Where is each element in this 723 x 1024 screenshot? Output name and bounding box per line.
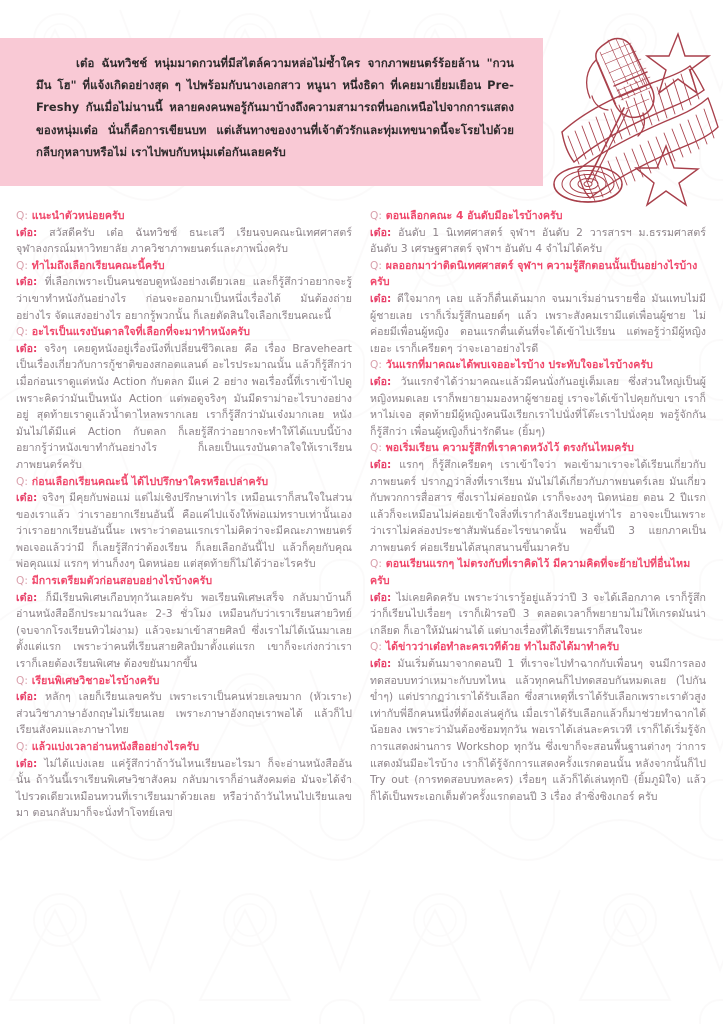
speaker-label: เต๋อ: (370, 458, 392, 471)
intro-paragraph: เต๋อ ฉันทวิชช์ หนุ่มมาดกวนที่มีสไตล์ความหล่อไม่ซ้ำใคร จากภาพยนตร์ร้อยล้าน "กวน มึน โฮ" ที่แจ้งเกิดอย่างสุด ๆ ไปพร้อมกับนางเอกสาว หนูนา หนึ่งธิดา ที่เคยมาเยี่ยมเยือน Pre-Freshy กันเมื่อไม่นานนี้ หลายคงคนพอรู้กันมาบ้างถึงความสามารถที่นอกเหนือไปจากการแสดงของหนุ่มเต๋อ นั่นก็คือการเขียนบท แต่เส้นทางของงานที่เจ้าตัวรักและทุ่มเทขนาดนี้จะโรยไปด้วยกลีบกุหลาบหรือไม่ เราไปพบกับหนุ่มเต๋อกันเลยครับ (36, 56, 514, 159)
answer-text (16, 590, 352, 673)
q-marker: Q: (370, 442, 383, 455)
question-body: แล้วแบ่งเวลาอ่านหนังสืออย่างไรครับ (31, 741, 200, 753)
qa-item (16, 673, 352, 739)
question-body: ทำไมถึงเลือกเรียนคณะนี้ครับ (31, 259, 165, 272)
speaker-label: เต๋อ: (16, 492, 38, 505)
q-marker: Q: (16, 326, 29, 339)
speaker-label: เต๋อ: (16, 226, 38, 239)
qa-item (16, 474, 352, 574)
speaker-label: เต๋อ: (16, 691, 38, 704)
question-body: พอเริ่มเรียน ความรู้สึกที่เราคาดหวังไว้ ตรงกันไหมครับ (385, 442, 634, 455)
left-column (16, 208, 352, 1020)
interview-columns (0, 208, 723, 1020)
answer-body: จริงๆ เคยดูหนังอยู่เรื่องนึงที่เปลี่ยนชีวิตเลย คือ เรื่อง Braveheart เป็นเรื่องเกี่ยวกับการกู้ชาติของสกอตแลนด์ อะไรประมาณนั้น แล้วก็รู้สึกว่าเมื่อก่อนเราดูแต่หนัง Action กับตลก มีแค่ 2 อย่าง พอเรื่องนี้ที่เราเข้าไปดูเพราะคิดว่ามันเป็นหนัง Action แต่พอดูจริงๆ มันมีดราม่าอะไรบางอย่างอยู่ สุดท้ายเราดูแล้วน้ำตาไหลพรากเลย เราก็รู้สึกว่ามันเจ๋งมากเลย หนังมันไม่ได้มีแค่ Action กับตลก ก็เลยรู้สึกว่าอยากจะทำให้ได้แบบนี้บ้าง อยากรู้ว่าหนังเขาทำกันอย่างไร ก็เลยเป็นแรงบันดาลใจให้เราเรียนภาพยนตร์ครับ (16, 342, 352, 471)
q-marker: Q: (16, 259, 29, 272)
speaker-label: เต๋อ: (370, 226, 392, 239)
answer-body: ไม่เคยคิดครับ เพราะว่าเรารู้อยู่แล้วว่าปี 3 จะได้เลือกภาค เราก็รู้สึกว่าก็เรียนไปเรื่อยๆ เราก็เฝ้ารอปี 3 ตลอดเวลาก็พยายามไม่ให้เกรดมันน่าเกลียด ก็เอาให้มันผ่านได้ แต่บางเรื่องที่ได้เรียนเราก็สนใจนะ (370, 591, 706, 637)
speaker-label: เต๋อ: (16, 591, 38, 604)
qa-item (370, 357, 706, 440)
speaker-label: เต๋อ: (370, 658, 392, 671)
answer-text (370, 225, 706, 258)
question-text (370, 208, 706, 225)
answer-body: วันแรกจำได้ว่ามาคณะแล้วมีคนนั่งกันอยู่เต็มเลย ซึ่งส่วนใหญ่เป็นผู้หญิงหมดเลย เราก็พยายามมองหาผู้ชายอยู่ เราจะได้เข้าไปคุยกับเขา เราก็หาไม่เจอ สุดท้ายมีผู้หญิงคนนึงเรียกเราไปนั่งที่โต๊ะเราไปนั่งคุย พอรู้จักกัน ก็รู้สึกว่า เพื่อนผู้หญิงก็น่ารักดีนะ (ยิ้มๆ) (370, 375, 706, 438)
qa-item (16, 208, 352, 258)
answer-text (370, 374, 706, 440)
speaker-label: เต๋อ: (16, 276, 38, 289)
answer-text (370, 291, 706, 357)
question-body: วันแรกที่มาคณะได้พบเจออะไรบ้าง ประทับใจอะไรบ้างครับ (385, 359, 653, 372)
qa-item (16, 258, 352, 324)
qa-item (370, 440, 706, 556)
question-text (370, 357, 706, 374)
q-marker: Q: (16, 741, 29, 753)
question-body: ตอนเรียนแรกๆ ไม่ตรงกับที่เราคิดไว้ มีความคิดที่จะย้ายไปที่อื่นไหมครับ (370, 558, 691, 588)
question-text (16, 474, 352, 491)
qa-item (16, 739, 352, 822)
qa-item (370, 639, 706, 805)
question-text (16, 258, 352, 275)
speaker-label: เต๋อ: (370, 375, 392, 388)
speaker-label: เต๋อ: (370, 292, 392, 305)
question-text (16, 673, 352, 690)
answer-body: จริงๆ มีคุยกับพ่อแม่ แต่ไม่เชิงปรึกษาเท่าไร เหมือนเราก็สนใจในส่วนของเราแล้ว ว่าเราอยากเรียนอันนี้ คือแค่ไปแจ้งให้พ่อแม่ทราบเท่านั้นเองว่าเราอยากเรียนอันนี้นะ เพราะว่าตอนแรกเราไม่คิดว่าจะมีคณะภาพยนตร์ พอเจอแล้วว่ามี ก็เลยรู้สึกว่าต้องเรียน ก็เลยเลือกอันนี้ไป แล้วก็คุยกับคุณพ่อคุณแม่ แรกๆ ท่านก็งงๆ นิดหน่อย แต่สุดท้ายก็ไม่ได้ว่าอะไรครับ (16, 492, 353, 571)
answer-body: สวัสดีครับ เต๋อ ฉันทวิชช์ ธนะเสวี เรียนจบคณะนิเทศศาสตร์ จุฬาลงกรณ์มหาวิทยาลัย ภาควิชาภาพยนตร์และภาพนิ่งครับ (16, 226, 353, 256)
question-text (370, 556, 706, 589)
question-text (16, 739, 352, 756)
qa-item (370, 556, 706, 639)
q-marker: Q: (16, 475, 29, 488)
question-body: ผลออกมาว่าติดนิเทศศาสตร์ จุฬาฯ ความรู้สึกตอนนั้นเป็นอย่างไรบ้างครับ (370, 259, 698, 289)
qa-item (370, 258, 706, 358)
speaker-label: เต๋อ: (16, 342, 38, 355)
answer-text (16, 490, 352, 573)
question-text (16, 573, 352, 590)
answer-text (16, 689, 352, 739)
vintage-microphone-icon (548, 12, 720, 217)
qa-item (370, 208, 706, 258)
q-marker: Q: (16, 210, 29, 222)
question-text (16, 324, 352, 341)
question-body: เรียนพิเศษวิชาอะไรบ้างครับ (31, 674, 160, 687)
answer-body: หลักๆ เลยก็เรียนเลขครับ เพราะเราเป็นคนห่วยเลขมาก (หัวเราะ) ส่วนวิชาภาษาอังกฤษไม่เรียนเลย เพราะภาษาอังกฤษเราพอได้ แล้วก็ไปเรียนสังคมและภาษาไทย (16, 691, 352, 737)
intro-band (0, 38, 543, 186)
question-body: ตอนเลือกคณะ 4 อันดับมีอะไรบ้างครับ (385, 210, 563, 222)
question-text (16, 208, 352, 225)
answer-body: มันเริ่มต้นมาจากตอนปี 1 ที่เราจะไปทำฉากกับเพื่อนๆ จนมีการลองทดสอบบทว่าเหมาะกับบทไหน แล้วทุกคนก็ไปทดสอบกันหมดเลย (ไปกันข่ำๆ) แต่ปรากฏว่าเราได้รับเลือก ซึ่งสาเหตุที่เราได้รับเลือกเพราะเราตัวสูงเท่ากับพี่อีกคนหนึ่งที่ต้องเล่นคู่กัน เมื่อเราได้รับเลือกแล้วก็มาช่วยทำฉากได้น้อยลง เพราะว่ามันต้องซ้อมทุกวัน พอเราได้เล่นละครเวที เราก็ได้เริ่มรู้จักการแสดงผ่านการ Workshop ทุกวัน ซึ่งเขาก็จะสอนพื้นฐานต่างๆ ว่าการแสดงมันมีอะไรบ้าง เราก็ได้รู้จักการแสดงครั้งแรกตอนนั้น หลังจากนั้นก็ไป Try out (การทดสอบบทละคร) เรื่อยๆ แล้วก็ได้เล่นทุกปี (ยิ้มภูมิใจ) แล้วก็ได้เป็นพระเอกเต็มตัวครั้งแรกตอนปี 3 เรื่อง ลำซิ่งซิงเกอร์ ครับ (370, 658, 706, 803)
q-marker: Q: (16, 674, 29, 687)
question-text (370, 639, 706, 656)
question-text (370, 440, 706, 457)
question-body: อะไรเป็นแรงบันดาลใจที่เลือกที่จะมาทำหนังครับ (31, 326, 250, 339)
question-body: ได้ข่าวว่าเต๋อทำละครเวทีด้วย ทำไมถึงได้มาทำครับ (385, 641, 620, 654)
speaker-label: เต๋อ: (16, 757, 38, 770)
answer-text (370, 457, 706, 557)
answer-body: ไม่ได้แบ่งเลย แค่รู้สึกว่าถ้าวันไหนเรียนอะไรมา ก็จะอ่านหนังสืออันนั้น ถ้าวันนี้เราเรียนพิเศษวิชาสังคม กลับมาเราก็อ่านสังคมต่อ มันจะได้จำไปรวดเดียวเหมือนทวนที่เราเรียนมาด้วยเลย หรือว่าถ้าวันไหนไปเรียนเลขมา ตอนกลับมาก็จะนั่งทำโจทย์เลข (16, 757, 353, 820)
answer-body: ดีใจมากๆ เลย แล้วก็ตื่นเต้นมาก จนมาเริ่มอ่านรายชื่อ มันแทบไม่มีผู้ชายเลย เราก็เริ่มรู้สึกนอยด์ๆ แล้ว เพราะสังคมเรามีแต่เพื่อนผู้ชาย ไม่ค่อยมีเพื่อนผู้หญิง ตอนแรกตื่นเต้นที่จะได้เข้าไปเรียน แต่พอรู้ว่ามีผู้หญิงเยอะ เราก็เครียดๆ ว่าจะเอาอย่างไรดี (370, 292, 707, 355)
answer-text (16, 225, 352, 258)
answer-body: แรกๆ ก็รู้สึกเครียดๆ เราเข้าใจว่า พอเข้ามาเราจะได้เรียนเกี่ยวกับภาพยนตร์ ปรากฏว่าสิ่งที่เราเรียน มันไม่ได้เกี่ยวกับภาพยนตร์เลย มันเกี่ยวกับพวกการสื่อสาร ซึ่งเราไม่ค่อยถนัด เราก็จะงงๆ นิดหน่อย ตอน 2 ปีแรก แล้วก็จะเหมือนไม่ค่อยเข้าใจสิ่งที่เรากำลังเรียนอยู่เท่าไร อาจจะเป็นเพราะว่าเราไม่คล่องประชาสัมพันธ์อะไรขนาดนั้น พอขึ้นปี 3 แยกภาคเป็นภาพยนตร์ ค่อยเรียนได้สนุกสนานขึ้นมาครับ (370, 458, 706, 554)
question-body: แนะนำตัวหน่อยครับ (31, 210, 125, 222)
question-text (370, 258, 706, 291)
answer-body: ก็มีเรียนพิเศษเกือบทุกวันเลยครับ พอเรียนพิเศษเสร็จ กลับมาบ้านก็อ่านหนังสืออีกประมาณวันละ 2-3 ชั่วโมง เหมือนกับว่าเราเรียนสายวิทย์ (จบจากโรงเรียนทิวไผ่งาม) แล้วจะมาเข้าสายศิลป์ ซึ่งเราไม่ได้เน้นมาเลยตั้งแต่แรก เพราะว่าคนที่เรียนสายศิลป์มาตั้งแต่แรก เขาก็จะเก่งกว่าเรา เราก็เลยต้องเรียนพิเศษ ต้องขยันมากขึ้น (16, 591, 353, 671)
speaker-label: เต๋อ: (370, 591, 392, 604)
q-marker: Q: (370, 259, 383, 272)
answer-text (370, 656, 706, 805)
q-marker: Q: (370, 359, 383, 372)
right-column (370, 208, 706, 1020)
answer-body: อันดับ 1 นิเทศศาสตร์ จุฬาฯ อันดับ 2 วารสารฯ ม.ธรรมศาสตร์ อันดับ 3 เศรษฐศาสตร์ จุฬาฯ อันดับ 4 จำไม่ได้ครับ (370, 226, 706, 256)
qa-item (16, 573, 352, 673)
q-marker: Q: (370, 210, 383, 222)
question-body: ก่อนเลือกเรียนคณะนี้ ได้ไปปรึกษาใครหรือเปล่าครับ (31, 475, 269, 488)
q-marker: Q: (370, 641, 383, 654)
q-marker: Q: (16, 575, 29, 588)
answer-text (16, 341, 352, 474)
answer-body: ที่เลือกเพราะเป็นคนชอบดูหนังอย่างเดียวเลย และก็รู้สึกว่าอยากจะรู้ว่าเขาทำหนังกันอย่างไร ก่อนจะออกมาเป็นหนึ่งเรื่องได้ มันต้องถ่ายอย่างไร จัดแสงอย่างไร อยากรู้พวกนั้น ก็เลยตัดสินใจเลือกเรียนคณะนี้ (16, 276, 352, 322)
answer-text (370, 590, 706, 640)
question-body: มีการเตรียมตัวก่อนสอบอย่างไรบ้างครับ (31, 575, 213, 588)
answer-text (16, 274, 352, 324)
qa-item (16, 324, 352, 473)
answer-text (16, 756, 352, 822)
q-marker: Q: (370, 558, 383, 571)
